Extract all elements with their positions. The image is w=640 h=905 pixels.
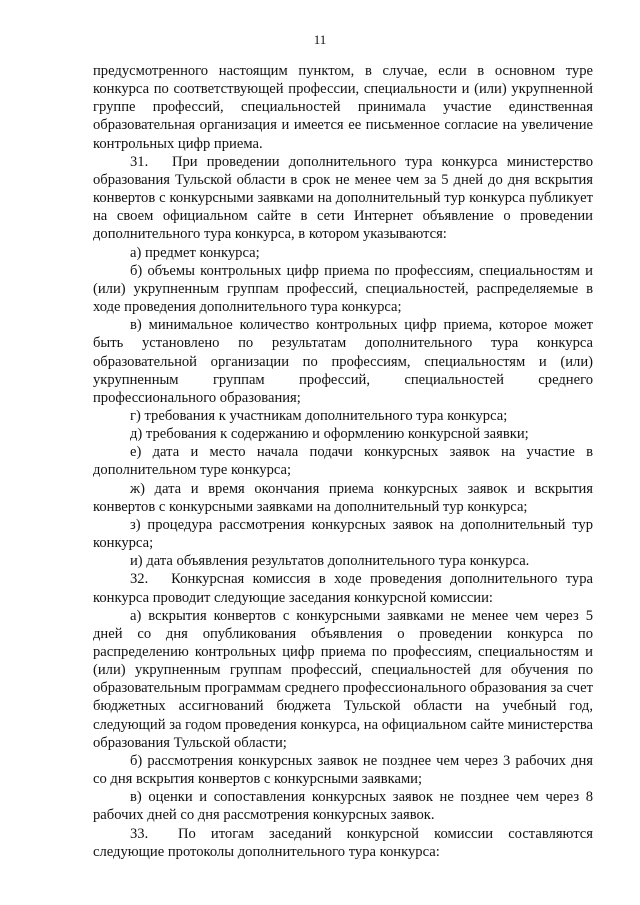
document-body	[93, 62, 593, 861]
page-number: 11	[313, 32, 327, 47]
list-item-31-z: з) процедура рассмотрения конкурсных заявок на дополнительный тур конкурса;	[93, 516, 593, 552]
list-item-31-v: в) минимальное количество контрольных цифр приема, которое может быть установлено по результатам дополнительного тура конкурса образовательной организации по профессиям, специальностям и (или) укрупненным группам профессий, специальностей среднего профессионального образования;	[93, 317, 593, 406]
list-item-31-e: е) дата и место начала подачи конкурсных заявок на участие в дополнительном туре конкурса;	[93, 444, 593, 479]
list-item-32-v: в) оценки и сопоставления конкурсных заявок не позднее чем через 8 рабочих дней со дня рассмотрения конкурсных заявок.	[93, 789, 593, 824]
list-item-31-i: и) дата объявления результатов дополнительного тура конкурса.	[130, 553, 530, 570]
paragraph-item-33: 33. По итогам заседаний конкурсной комиссии составляются следующие протоколы дополнительного тура конкурса:	[93, 825, 593, 860]
list-item-31-g: г) требования к участникам дополнительного тура конкурса;	[130, 407, 508, 424]
list-item-31-a: а) предмет конкурса;	[130, 244, 260, 261]
list-item-31-b: б) объемы контрольных цифр приема по профессиям, специальностям и (или) укрупненным группам профессий, специальностей, распределяемые в ходе проведения дополнительного тура конкурса;	[93, 262, 593, 316]
paragraph-item-32: 32. Конкурсная комиссия в ходе проведения дополнительного тура конкурса проводит следующие заседания конкурсной комиссии:	[93, 571, 593, 606]
paragraph-item-31: 31. При проведении дополнительного тура конкурса министерство образования Тульской области в срок не менее чем за 5 дней до дня вскрытия конвертов с конкурсными заявками на дополнительный тур конкурса публикует на своем официальном сайте в сети Интернет объявление о проведении дополнительного тура конкурса, в котором указываются:	[93, 153, 593, 243]
list-item-31-d: д) требования к содержанию и оформлению конкурсной заявки;	[130, 426, 529, 443]
list-item-32-a: а) вскрытия конвертов с конкурсными заявками не менее чем через 5 дней со дня опубликования объявления о проведении конкурса по распределению контрольных цифр приема по профессиям, специальностям и (или) укрупненным группам профессий, специальностей для обучения по образовательным программам среднего профессионального образования за счет бюджетных ассигнований бюджета Тульской области на учебный год, следующий за годом проведения конкурса, на официальном сайте министерства образования Тульской области;	[93, 607, 593, 751]
paragraph-continuation: предусмотренного настоящим пунктом, в случае, если в основном туре конкурса по соответствующей профессии, специальности и (или) укрупненной группе профессий, специальностей принимала участие единственная образовательная организация и имеется ее письменное согласие на увеличение контрольных цифр приема.	[93, 63, 593, 152]
list-item-31-zh: ж) дата и время окончания приема конкурсных заявок и вскрытия конвертов с конкурсными заявками на дополнительный тур конкурса;	[93, 480, 593, 515]
list-item-32-b: б) рассмотрения конкурсных заявок не позднее чем через 3 рабочих дня со дня вскрытия конвертов с конкурсными заявками;	[93, 752, 593, 788]
